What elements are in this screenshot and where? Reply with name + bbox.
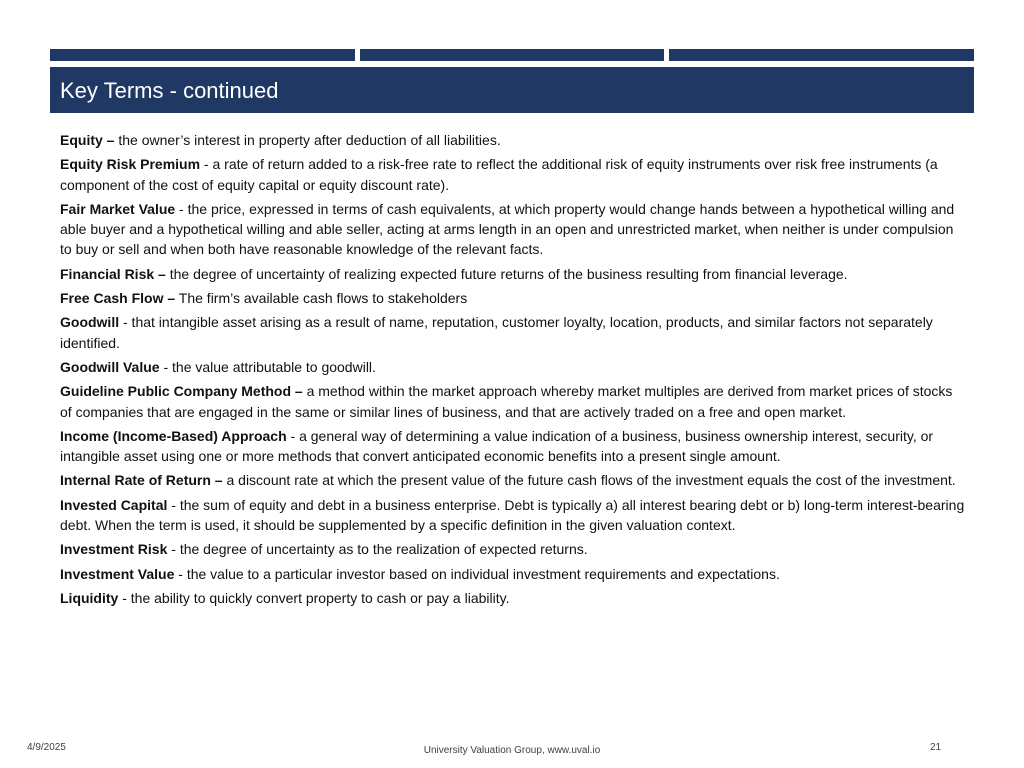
term-definition: - a rate of return added to a risk-free rate to reflect the additional risk of equity instruments over risk free instruments (a component of the cost of equity capital or equity discount rate).: [60, 156, 938, 193]
term-item: [60, 357, 965, 377]
term-item: [60, 539, 965, 559]
term-definition: - the ability to quickly convert property to cash or pay a liability.: [118, 589, 510, 606]
term-name: Internal Rate of Return –: [60, 472, 223, 489]
term-name: Income (Income-Based) Approach: [60, 427, 287, 444]
header-bar-middle: [360, 49, 664, 61]
term-item: [60, 264, 965, 284]
term-item: [60, 564, 965, 584]
term-definition: - the value to a particular investor based on individual investment requirements and expectations.: [174, 565, 780, 582]
term-item: [60, 130, 965, 150]
footer-organization: University Valuation Group, www.uval.io: [423, 745, 601, 756]
term-definition: The firm’s available cash flows to stakeholders: [175, 290, 468, 307]
term-item: [60, 312, 965, 353]
term-definition: a method within the market approach whereby market multiples are derived from market prices of stocks of companies that are engaged in the same or similar lines of business, and that are actively traded on a free and open market.: [60, 383, 953, 420]
term-definition: - that intangible asset arising as a result of name, reputation, customer loyalty, location, products, and similar factors not separately identified.: [60, 314, 933, 351]
term-definition: - a general way of determining a value indication of a business, business ownership interest, security, or intangible asset using one or more methods that convert anticipated economic benefits into a present single amount.: [60, 427, 934, 465]
term-definition: - the value attributable to goodwill.: [159, 358, 376, 375]
term-definition: the degree of uncertainty of realizing expected future returns of the business resulting from financial leverage.: [165, 265, 848, 282]
term-name: Liquidity: [60, 589, 119, 606]
term-item: [60, 199, 965, 260]
term-item: [60, 495, 965, 536]
term-item: [60, 381, 965, 422]
term-name: Financial Risk –: [60, 265, 166, 282]
header-bar-left: [50, 49, 355, 61]
term-definition: - the sum of equity and debt in a business enterprise. Debt is typically a) all interest bearing debt or b) long-term interest-bearing debt. When the term is used, it should be supplemented by a specific definition in the given valuation context.: [60, 496, 965, 534]
term-name: Goodwill Value: [60, 358, 160, 375]
term-definition: a discount rate at which the present value of the future cash flows of the investment equals the cost of the investment.: [222, 472, 956, 489]
slide-title-banner: [50, 67, 974, 113]
term-name: Investment Value: [60, 565, 175, 582]
term-item: [60, 588, 965, 608]
footer-date: 4/9/2025: [27, 742, 66, 753]
term-name: Guideline Public Company Method –: [60, 383, 303, 400]
term-item: [60, 426, 965, 467]
term-definition: - the degree of uncertainty as to the realization of expected returns.: [167, 541, 588, 558]
term-name: Invested Capital: [60, 496, 168, 513]
slide-title: Key Terms - continued: [60, 78, 279, 103]
term-name: Free Cash Flow –: [60, 290, 176, 307]
term-definition: the owner’s interest in property after deduction of all liabilities.: [114, 132, 501, 148]
term-item: [60, 154, 965, 195]
page-number: 21: [930, 742, 942, 753]
term-item: [60, 470, 965, 490]
term-name: Goodwill: [60, 314, 120, 331]
header-decoration-bars: [50, 49, 974, 61]
term-name: Equity –: [60, 132, 115, 148]
term-name: Investment Risk: [60, 541, 168, 558]
term-definition: - the price, expressed in terms of cash equivalents, at which property would change hands between a hypothetical willing and able buyer and a hypothetical willing and able seller, acting at arms length in an open and unrestricted market, when neither is under compulsion to buy or sell and when both have reasonable knowledge of the relevant facts.: [60, 200, 955, 258]
header-bar-right: [669, 49, 974, 61]
term-item: [60, 288, 965, 308]
terms-list: [60, 130, 965, 612]
term-name: Equity Risk Premium: [60, 156, 201, 173]
term-name: Fair Market Value: [60, 200, 176, 217]
